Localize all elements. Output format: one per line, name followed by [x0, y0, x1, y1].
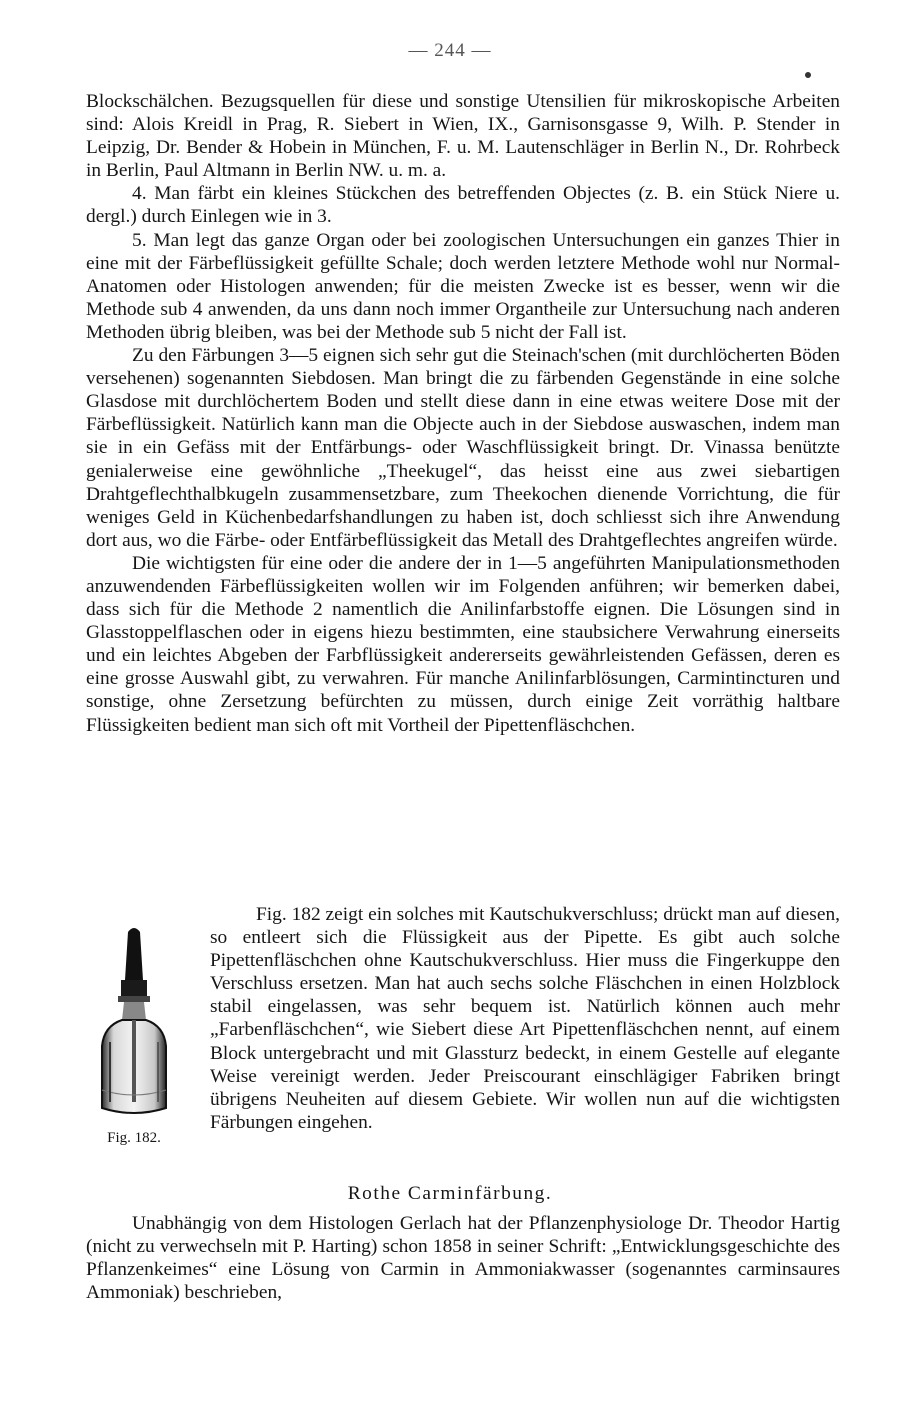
- section-heading: Rothe Carminfärbung.: [347, 1183, 553, 1204]
- paragraph-siebdosen: Zu den Färbungen 3—5 eignen sich sehr gut die Steinach'schen (mit durchlöcherten Böden versehenen) sogenannten Siebdosen. Man bringt die zu färbenden Gegenstände in eine solche Glasdose mit durchlöchertem Boden und stellt diese dann in eine etwas weitere Dose mit der Färbeflüssigkeit. Natürlich kann man die Objecte auch in der Siebdose auswaschen, indem man sie in ein Gefäss mit der Entfärbungs- oder Waschflüssigkeit bringt. Dr. Vinassa benützte genialerweise eine gewöhnliche „Theekugel“, das heisst eine aus zwei siebartigen Drahtgeflechthalbkugeln zusammensetzbare, zum Theekochen dienende Vorrichtung, die für weniges Geld in Küchenbedarfshandlungen zu haben ist, doch schliesst sich ihre Anwendung dort aus, wo die Färbe- oder Entfärbeflüssigkeit das Metall des Drahtgeflechtes angreifen würde.: [86, 345, 840, 551]
- paragraph-method-5: 5. Man legt das ganze Organ oder bei zoologischen Untersuchungen ein ganzes Thier in eine mit der Färbeflüssigkeit gefüllte Schale; doch werden letztere Methode wohl nur Normal-Anatomen oder Histologen anwenden; für die meisten Zwecke ist es besser, wenn wir die Methode sub 4 anwenden, da uns dann noch immer Organtheile zur Untersuchung nach anderen Methoden übrig bleiben, was bei der Methode sub 5 nicht der Fall ist.: [86, 229, 840, 343]
- pipette-tube: [132, 1020, 136, 1102]
- paragraph-faerbefluessigkeiten: Die wichtigsten für eine oder die andere der in 1—5 angeführten Manipulationsmethoden anzuwendenden Färbeflüssigkeiten wollen wir im Folgenden anführen; wir bemerken dabei, dass sich für die Methode 2 namentlich die Anilinfarbstoffe eignen. Die Lösungen sind in Glasstoppelflaschen oder in eigens hiezu bestimmten, eine staubsichere Verwahrung einerseits und ein leichtes Abgeben der Farbflüssigkeit andererseits gewährleistenden Gefässen, deren es eine grosse Auswahl gibt, zu verwahren. Für manche Anilinfarblösungen, Carmintincturen und sonstige, ohne Zersetzung befürchten zu müssen, durch einige Zeit vorräthig haltbare Flüssigkeiten bedient man sich oft mit Vortheil der Pipettenfläschchen.: [86, 552, 840, 736]
- paragraph-suppliers: Blockschälchen. Bezugsquellen für diese und sonstige Utensilien für mikroskopische Arbeiten sind: Alois Kreidl in Prag, R. Siebert in Wien, IX., Garnisonsgasse 9, Wilh. P. Stender in Leipzig, Dr. Bender & Hobein in München, F. u. M. Lautenschläger in Berlin N., Dr. Rohrbeck in Berlin, Paul Altmann in Berlin NW. u. m. a.: [86, 91, 840, 182]
- bottle-collar: [121, 980, 147, 996]
- body-text-figure: [210, 903, 840, 1134]
- page-number: — 244 —: [408, 40, 492, 61]
- pipette-bottle-illustration: [88, 922, 180, 1122]
- figure-182: [88, 922, 180, 1162]
- body-text-bottom: [86, 1212, 840, 1304]
- paragraph-method-4: 4. Man färbt ein kleines Stückchen des betreffenden Objectes (z. B. ein Stück Niere u. dergl.) durch Einlegen wie in 3.: [86, 183, 840, 228]
- paragraph-fig-182: Fig. 182 zeigt ein solches mit Kautschukverschluss; drückt man auf diesen, so entleert sich die Flüssigkeit aus der Pipette. Es gibt auch solche Pipettenfläschchen ohne Kautschukverschluss. Hier muss die Fingerkuppe den Verschluss ersetzen. Man hat auch sechs solche Fläschchen in einen Holzblock stabil eingelassen, was sehr bequem ist. Natürlich können auch mehr „Farbenfläschchen“, wie Siebert diese Art Pipettenfläschchen nennt, auf einem Block untergebracht und mit Glassturz bedeckt, in einem Gestelle auf elegante Weise vereinigt werden. Jeder Preiscourant einschlägiger Fabriken bringt übrigens Neuheiten auf diesem Gebiete. Wir wollen nun auf die wichtigsten Färbungen eingehen.: [210, 904, 840, 1133]
- print-speck: [805, 72, 811, 78]
- figure-caption: Fig. 182.: [107, 1130, 161, 1146]
- rubber-bulb: [125, 928, 143, 984]
- paragraph-carminfaerbung: Unabhängig von dem Histologen Gerlach hat der Pflanzenphysiologe Dr. Theodor Hartig (nicht zu verwechseln mit P. Harting) schon 1858 in seiner Schrift: „Entwicklungsgeschichte des Pflanzenkeimes“ eine Lösung von Carmin in Ammoniakwasser (sogenanntes carminsaures Ammoniak) beschrieben,: [86, 1213, 840, 1304]
- body-text-top: [86, 90, 840, 737]
